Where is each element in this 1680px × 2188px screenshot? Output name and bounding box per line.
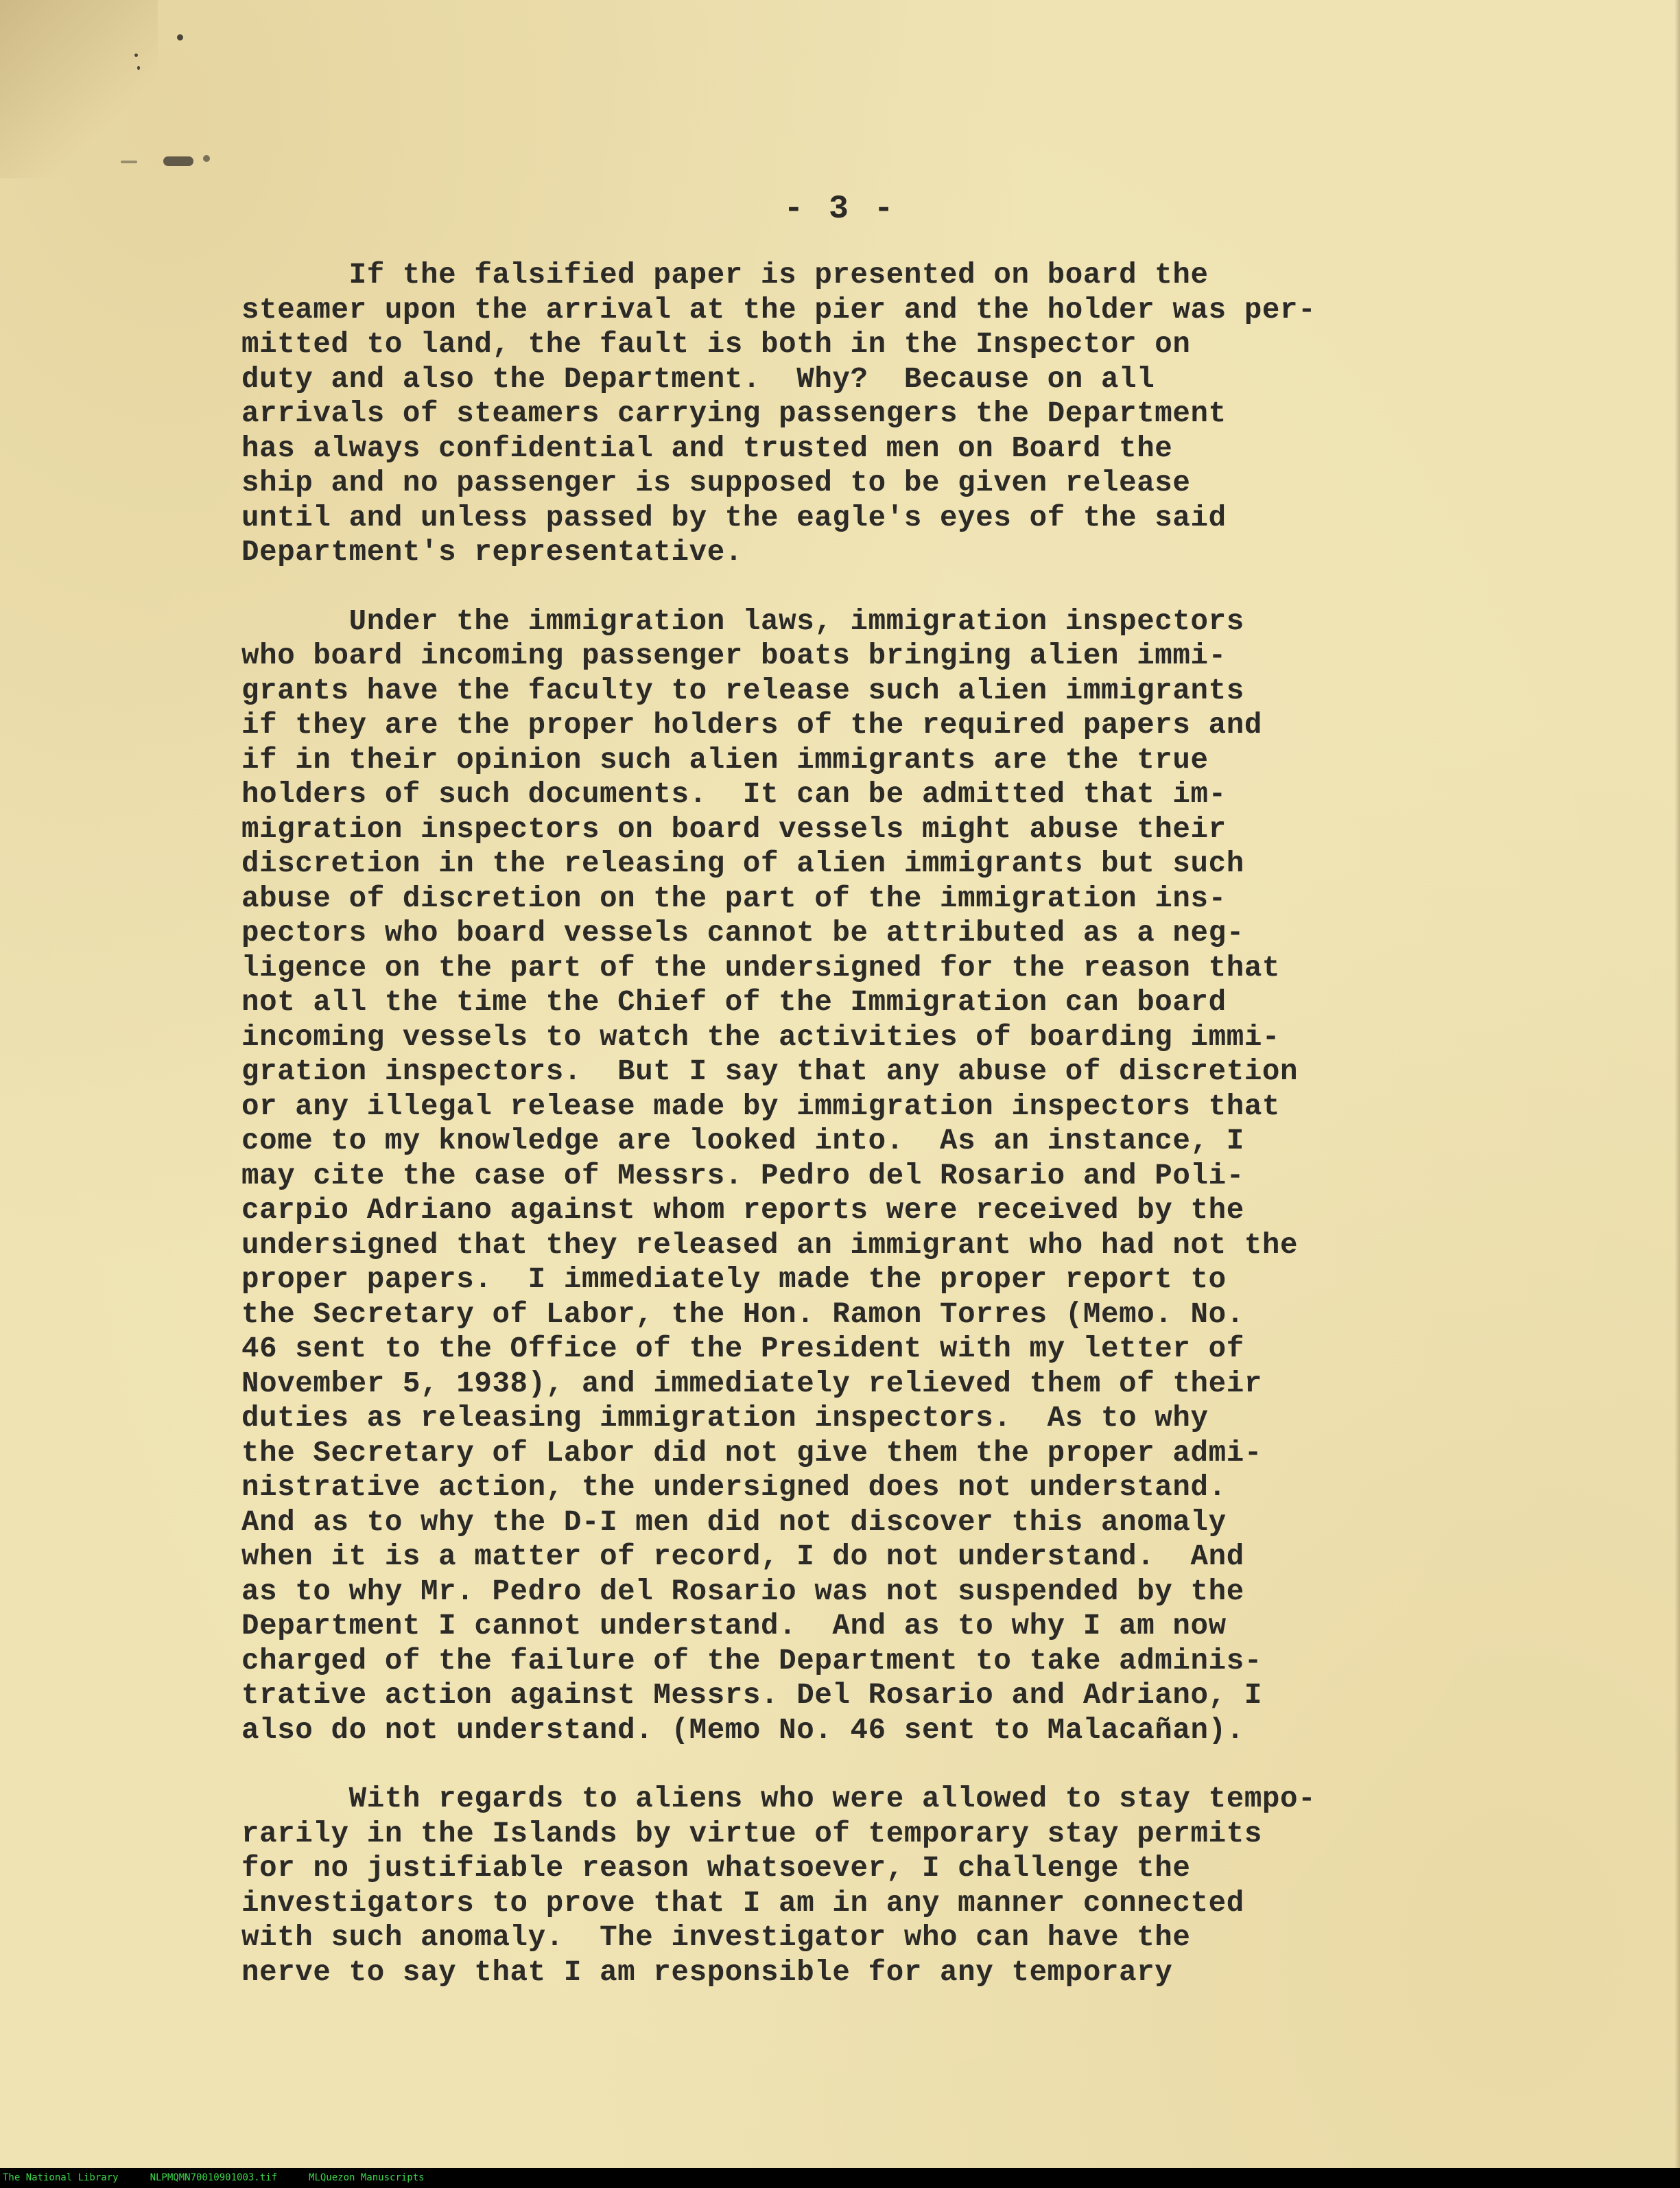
text-line: holders of such documents. It can be admitted that im-	[241, 778, 1227, 811]
text-line: as to why Mr. Pedro del Rosario was not suspended by the	[241, 1575, 1244, 1608]
text-line: ligence on the part of the undersigned for the reason that	[241, 951, 1281, 985]
text-line: or any illegal release made by immigration inspectors that	[241, 1090, 1281, 1123]
footer-collection: MLQuezon Manuscripts	[309, 2172, 425, 2183]
paragraph-2	[241, 604, 1545, 1748]
text-line: grants have the faculty to release such alien immigrants	[241, 674, 1244, 707]
ink-speck	[137, 66, 140, 70]
paper-edge-shadow	[1675, 0, 1680, 2168]
ink-speck	[177, 34, 183, 40]
text-line: if they are the proper holders of the required papers and	[241, 709, 1262, 742]
text-line: who board incoming passenger boats bringing alien immi-	[241, 639, 1227, 672]
text-line: Department I cannot understand. And as to why I am now	[241, 1610, 1227, 1643]
text-line: 46 sent to the Office of the President with my letter of	[241, 1332, 1244, 1365]
paragraph-gap	[241, 1748, 1545, 1782]
text-line: ship and no passenger is supposed to be given release	[241, 467, 1191, 499]
text-line: discretion in the releasing of alien immigrants but such	[241, 847, 1244, 880]
paragraph-gap	[241, 570, 1545, 604]
text-line: trative action against Messrs. Del Rosario and Adriano, I	[241, 1679, 1262, 1712]
text-line: may cite the case of Messrs. Pedro del Rosario and Poli-	[241, 1159, 1244, 1192]
text-line: migration inspectors on board vessels might abuse their	[241, 812, 1227, 846]
text-line: abuse of discretion on the part of the immigration ins-	[241, 882, 1227, 915]
ink-speck	[203, 155, 210, 162]
archive-footer	[0, 2168, 1680, 2188]
text-line: come to my knowledge are looked into. As an instance, I	[241, 1125, 1244, 1157]
text-line: duty and also the Department. Why? Because on all	[241, 362, 1155, 396]
text-line: has always confidential and trusted men on Board the	[241, 432, 1173, 465]
text-line: arrivals of steamers carrying passengers the Department	[241, 397, 1227, 430]
text-line: for no justifiable reason whatsoever, I challenge the	[241, 1852, 1191, 1885]
text-line: With regards to aliens who were allowed to stay tempo-	[241, 1783, 1316, 1815]
text-line: November 5, 1938), and immediately relieved them of their	[241, 1367, 1262, 1400]
ink-speck	[163, 156, 193, 166]
text-line: mitted to land, the fault is both in the Inspector on	[241, 328, 1191, 361]
text-line: Under the immigration laws, immigration inspectors	[241, 604, 1244, 638]
text-line: If the falsified paper is presented on board the	[241, 259, 1209, 292]
text-line: until and unless passed by the eagle's eyes of the said	[241, 501, 1227, 534]
text-line: not all the time the Chief of the Immigration can board	[241, 986, 1227, 1019]
text-line: proper papers. I immediately made the proper report to	[241, 1263, 1227, 1296]
text-line: nerve to say that I am responsible for any temporary	[241, 1955, 1173, 1989]
text-line: nistrative action, the undersigned does not understand.	[241, 1471, 1227, 1504]
text-line: undersigned that they released an immigrant who had not the	[241, 1228, 1299, 1262]
text-line: And as to why the D-I men did not discover this anomaly	[241, 1505, 1227, 1539]
footer-file: NLPMQMN70010901003.tif	[150, 2172, 278, 2183]
paper-stain	[0, 0, 158, 178]
text-line: when it is a matter of record, I do not understand. And	[241, 1540, 1244, 1573]
text-line: rarily in the Islands by virtue of temporary stay permits	[241, 1817, 1262, 1850]
text-line: charged of the failure of the Department to take adminis-	[241, 1644, 1262, 1678]
text-line: carpio Adriano against whom reports were received by the	[241, 1194, 1244, 1227]
text-line: Department's representative.	[241, 536, 743, 569]
text-line: the Secretary of Labor, the Hon. Ramon Torres (Memo. No.	[241, 1297, 1244, 1331]
ink-speck	[134, 54, 138, 57]
text-line: incoming vessels to watch the activities of boarding immi-	[241, 1020, 1281, 1054]
text-line: steamer upon the arrival at the pier and the holder was per-	[241, 293, 1316, 327]
text-line: duties as releasing immigration inspectors. As to why	[241, 1402, 1209, 1435]
page-number: - 3 -	[783, 191, 897, 228]
text-line: gration inspectors. But I say that any abuse of discretion	[241, 1055, 1299, 1088]
document-body	[241, 258, 1545, 1990]
paragraph-3	[241, 1782, 1545, 1990]
footer-library: The National Library	[3, 2172, 119, 2183]
text-line: investigators to prove that I am in any manner connected	[241, 1886, 1244, 1920]
ink-speck	[121, 161, 137, 163]
text-line: with such anomaly. The investigator who can have the	[241, 1921, 1191, 1954]
text-line: if in their opinion such alien immigrants are the true	[241, 743, 1209, 777]
paragraph-1	[241, 258, 1545, 570]
text-line: also do not understand. (Memo No. 46 sent to Malacañan).	[241, 1713, 1244, 1747]
text-line: pectors who board vessels cannot be attributed as a neg-	[241, 917, 1244, 950]
text-line: the Secretary of Labor did not give them the proper admi-	[241, 1436, 1262, 1470]
